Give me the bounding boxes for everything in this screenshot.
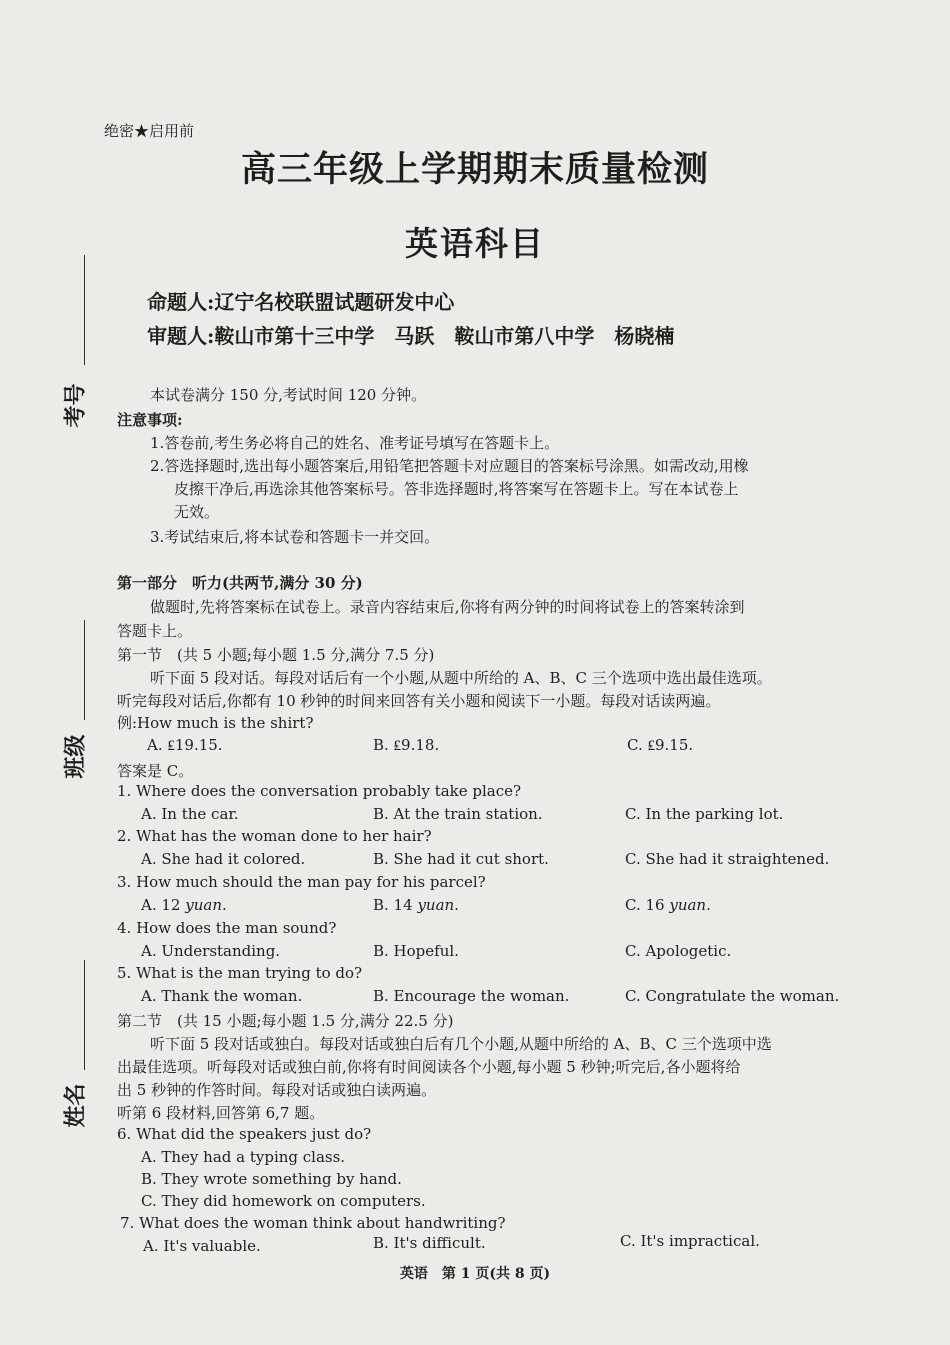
page-footer: 英语 第 1 页(共 8 页) [399,1266,551,1282]
q5-option-a: A. Thank the woman. [141,987,303,1005]
q3-option-b: B. 14 yuan. [373,896,459,914]
q5-option-b: B. Encourage the woman. [373,987,570,1005]
sec2-desc-3: 出 5 秒钟的作答时间。每段对话或独白读两遍。 [117,1081,437,1099]
intro-text: 本试卷满分 150 分,考试时间 120 分钟。 [150,386,427,404]
part1-desc-2: 答题卡上。 [117,622,193,640]
q2-option-c: C. She had it straightened. [625,850,830,868]
q4-option-b: B. Hopeful. [373,942,459,960]
q3-option-a: A. 12 yuan. [141,896,227,914]
material-6: 听第 6 段材料,回答第 6,7 题。 [117,1104,325,1122]
reviewer-line: 审题人:鞍山市第十三中学 马跃 鞍山市第八中学 杨晓楠 [147,324,675,348]
question-4: 4. How does the man sound? [117,919,337,937]
q5-option-c: C. Congratulate the woman. [625,987,840,1005]
sec1-desc-2: 听完每段对话后,你都有 10 秒钟的时间来回答有关小题和阅读下一小题。每段对话读两遍。 [117,692,721,710]
secret-mark: 绝密★启用前 [104,122,195,140]
notice-title: 注意事项: [117,411,183,429]
q6-option-c: C. They did homework on computers. [141,1192,426,1210]
example-question: 例:How much is the shirt? [117,714,314,732]
sec2-title: 第二节 (共 15 小题;每小题 1.5 分,满分 22.5 分) [117,1012,454,1030]
q7-option-b: B. It's difficult. [373,1234,486,1252]
question-7: 7. What does the woman think about handwriting? [120,1214,506,1232]
notice-item-2a: 2.答选择题时,选出每小题答案后,用铅笔把答题卡对应题目的答案标号涂黑。如需改动,用橡 [150,457,749,475]
kaohao-line [84,255,85,365]
sec1-desc-1: 听下面 5 段对话。每段对话后有一个小题,从题中所给的 A、B、C 三个选项中选出最佳选项。 [150,669,772,687]
q1-option-a: A. In the car. [141,805,239,823]
example-option-c: C. ₤9.15. [627,736,694,754]
banji-label: 班级 [62,734,89,779]
q2-option-b: B. She had it cut short. [373,850,549,868]
example-option-b: B. ₤9.18. [373,736,440,754]
q7-option-c: C. It's impractical. [620,1232,760,1250]
q7-option-a: A. It's valuable. [143,1237,261,1255]
q1-option-c: C. In the parking lot. [625,805,784,823]
author-line: 命题人:辽宁名校联盟试题研发中心 [147,290,455,314]
question-5: 5. What is the man trying to do? [117,964,363,982]
sec2-desc-1: 听下面 5 段对话或独白。每段对话或独白后有几个小题,从题中所给的 A、B、C 三个选项中选 [150,1035,772,1053]
notice-item-2c: 无效。 [174,503,220,521]
q3-option-c: C. 16 yuan. [625,896,711,914]
question-3: 3. How much should the man pay for his parcel? [117,873,486,891]
example-option-a: A. ₤19.15. [147,736,223,754]
q4-option-a: A. Understanding. [141,942,281,960]
xingming-line [84,960,85,1070]
example-answer: 答案是 C。 [117,762,194,780]
sec1-title: 第一节 (共 5 小题;每小题 1.5 分,满分 7.5 分) [117,646,435,664]
part1-desc-1: 做题时,先将答案标在试卷上。录音内容结束后,你将有两分钟的时间将试卷上的答案转涂到 [150,598,745,616]
question-1: 1. Where does the conversation probably take place? [117,782,522,800]
question-6: 6. What did the speakers just do? [117,1125,372,1143]
kaohao-label: 考号 [62,383,89,428]
q6-option-b: B. They wrote something by hand. [141,1170,402,1188]
q1-option-b: B. At the train station. [373,805,543,823]
q6-option-a: A. They had a typing class. [141,1148,346,1166]
q2-option-a: A. She had it colored. [141,850,306,868]
subject-title: 英语科目 [405,224,545,263]
xingming-label: 姓名 [62,1083,89,1128]
part1-title: 第一部分 听力(共两节,满分 30 分) [117,574,363,592]
notice-item-1: 1.答卷前,考生务必将自己的姓名、准考证号填写在答题卡上。 [150,434,560,452]
q4-option-c: C. Apologetic. [625,942,732,960]
notice-item-2b: 皮擦干净后,再选涂其他答案标号。答非选择题时,将答案写在答题卡上。写在本试卷上 [174,480,739,498]
sec2-desc-2: 出最佳选项。听每段对话或独白前,你将有时间阅读各个小题,每小题 5 秒钟;听完后,各小题将给 [117,1058,741,1076]
banji-line [84,620,85,720]
question-2: 2. What has the woman done to her hair? [117,827,432,845]
page-title: 高三年级上学期期末质量检测 [240,149,709,190]
notice-item-3: 3.考试结束后,将本试卷和答题卡一并交回。 [150,528,440,546]
